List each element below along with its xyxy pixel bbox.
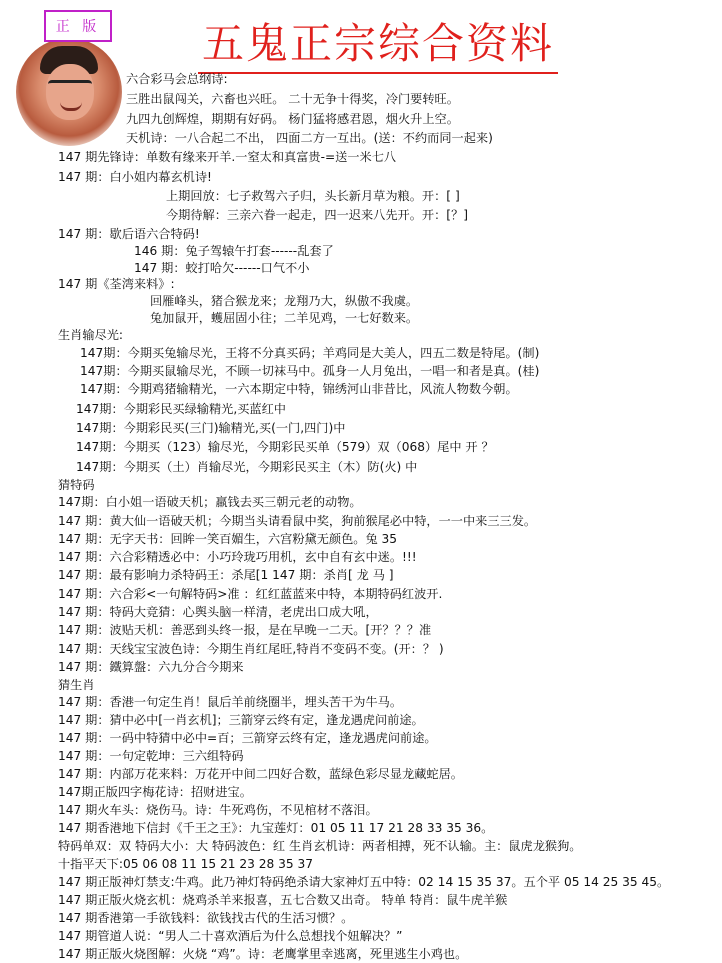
text-line: 147期：今期买（123）输尽光，今期彩民买单（579）双（068）尾中 开 ？ bbox=[76, 440, 494, 454]
section-heading: 生肖输尽光: bbox=[58, 328, 124, 342]
text-line: 147 期：特码大竞猜：心舆头脑一样清，老虎出口成大吼， bbox=[58, 605, 378, 619]
text-line: 三胜出鼠闯关，六畜也兴旺。 二十无争十得奖，冷门要转旺。 bbox=[126, 92, 459, 106]
text-line: 今期待解：三亲六眷一起走，四一迟来八先开。开：[？] bbox=[166, 208, 469, 222]
section-heading: 猜特码 bbox=[58, 478, 95, 492]
text-line: 147 期：六合彩精透必中：小巧玲珑巧用机，玄中自有玄中迷。!!! bbox=[58, 550, 417, 564]
authentic-stamp: 正 版 bbox=[44, 10, 112, 42]
text-line: 147 期：内部万花来料：万花开中间二四好合数，蓝绿色彩尽显龙藏蛇居。 bbox=[58, 767, 463, 781]
text-line: 147 期香港地下信封《千王之王》：九宝莲灯：01 05 11 17 21 28 33 35 36。 bbox=[58, 821, 494, 835]
text-line: 147 期：蛟打哈欠------口气不小 bbox=[134, 261, 310, 275]
text-line: 147 期：猜中必中[一肖玄机]；三箭穿云终有定，逢龙遇虎问前途。 bbox=[58, 713, 424, 727]
avatar bbox=[16, 38, 122, 146]
text-line: 147期：今期买鼠输尽光，不顾一切袜马中。孤身一人月兔出，一唱一和者是真。(桂) bbox=[80, 364, 540, 378]
text-line: 147 期：一句定乾坤：三六组特码 bbox=[58, 749, 244, 763]
text-line: 上期回放：七子救驾六子归，头长新月草为粮。开：[ ] bbox=[166, 189, 460, 203]
text-line: 147期：今期彩民买(三门)输精光,买(一门,四门)中 bbox=[76, 421, 346, 435]
text-line: 147 期：波贴天机：善恶到头终一报，是在早晚一二天。[开？？？准 bbox=[58, 623, 432, 637]
text-line: 特码单双：双 特码大小：大 特码波色：红 生肖玄机诗：两者相搏，死不认输。主：鼠虎龙猴狗。 bbox=[58, 839, 582, 853]
text-line: 147 期：六合彩<一句解特码>准 ：红红蓝蓝来中特，本期特码红波开. bbox=[58, 587, 443, 601]
text-line: 147期：今期买兔输尽光，王将不分真买码；羊鸡同是大美人，四五二数是特尾。(制) bbox=[80, 346, 540, 360]
text-line: 147 期：香港一句定生肖！鼠后羊前绕圈半，埋头苦干为牛马。 bbox=[58, 695, 403, 709]
text-line: 十指平天下:05 06 08 11 15 21 23 28 35 37 bbox=[58, 857, 313, 871]
text-line: 147期：今期鸡猪输精光，一六本期定中特，锦绣河山非昔比，风流人物数今朝。 bbox=[80, 382, 518, 396]
text-line: 147 期：歇后语六合特码! bbox=[58, 227, 200, 241]
text-line: 147 期正版火烧玄机：烧鸡杀羊来报喜，五七合数又出奇。 特单 特肖：鼠牛虎羊猴 bbox=[58, 893, 508, 907]
section-heading: 猜生肖 bbox=[58, 678, 95, 692]
text-line: 147 期：最有影响力杀特码王：杀尾[1 147 期：杀肖[ 龙 马 ] bbox=[58, 568, 394, 582]
text-line: 天机诗：一八合起二不出， 四面二方一互出。(送：不约而同一起来) bbox=[126, 131, 493, 145]
text-line: 147 期《荃湾来料》: bbox=[58, 277, 175, 291]
text-line: 147期：今期彩民买绿输精光,买蓝红中 bbox=[76, 402, 286, 416]
text-line: 147 期香港第一手欲钱料：欲钱找古代的生活习惯？。 bbox=[58, 911, 354, 925]
text-line: 147 期：天线宝宝波色诗：今期生肖红尾旺,特肖不变码不变。(开：？ ) bbox=[58, 642, 444, 656]
text-line: 147 期：白小姐内幕玄机诗! bbox=[58, 170, 212, 184]
text-line: 147 期：鐵算盤：六九分合今期来 bbox=[58, 660, 244, 674]
text-line: 147期：白小姐一语破天机；羸钱去买三朝元老的动物。 bbox=[58, 495, 362, 509]
text-line: 147 期正版神灯禁支:牛鸡。此乃神灯特码绝杀请大家神灯五中特：02 14 15 35 37。五个平 05 14 25 35 45。 bbox=[58, 875, 670, 889]
text-line: 回雁峰头，猪合猴龙来；龙翔乃大，纵傲不我虞。 bbox=[150, 294, 419, 308]
text-line: 146 期：兔子驾辕午打套------乱套了 bbox=[134, 244, 334, 258]
text-line: 147期：今期买（土）肖输尽光，今期彩民买主（木）防(火) 中 bbox=[76, 460, 418, 474]
text-line: 兔加鼠开，蠖屈固小往；二羊见鸡，一七好数来。 bbox=[150, 311, 419, 325]
text-line: 147 期正版火烧图解：火烧 “鸡”。诗：老鹰掌里幸逃离，死里逃生小鸡也。 bbox=[58, 947, 468, 961]
text-line: 147 期：无字天书：回眸一笑百媚生，六宫粉黛无颜色。兔 35 bbox=[58, 532, 398, 546]
text-line: 147 期：一码中特猜中必中=百；三箭穿云终有定，逢龙遇虎问前途。 bbox=[58, 731, 437, 745]
text-line: 147 期火车头：烧伤马。诗：牛死鸡伤，不见棺材不落泪。 bbox=[58, 803, 378, 817]
page-title: 五鬼正宗综合资料 bbox=[198, 18, 558, 74]
text-line: 147 期管道人说：“男人二十喜欢酒后为什么总想找个妞解决？” bbox=[58, 929, 403, 943]
text-line: 六合彩马会总纲诗: bbox=[126, 72, 228, 86]
text-line: 147 期：黄大仙一语破天机；今期当头请看鼠中奖，狗前猴尾必中特，一一中来三三发。 bbox=[58, 514, 537, 528]
text-line: 147期正版四字梅花诗：招财进宝。 bbox=[58, 785, 252, 799]
text-line: 九四九创辉煌，期期有好码。 杨门猛将感君恩，烟火升上空。 bbox=[126, 112, 459, 126]
avatar-glasses bbox=[48, 80, 92, 93]
text-line: 147 期先锋诗：单数有缘来开羊.一窒太和真富贵-=送一米七八 bbox=[58, 150, 397, 164]
